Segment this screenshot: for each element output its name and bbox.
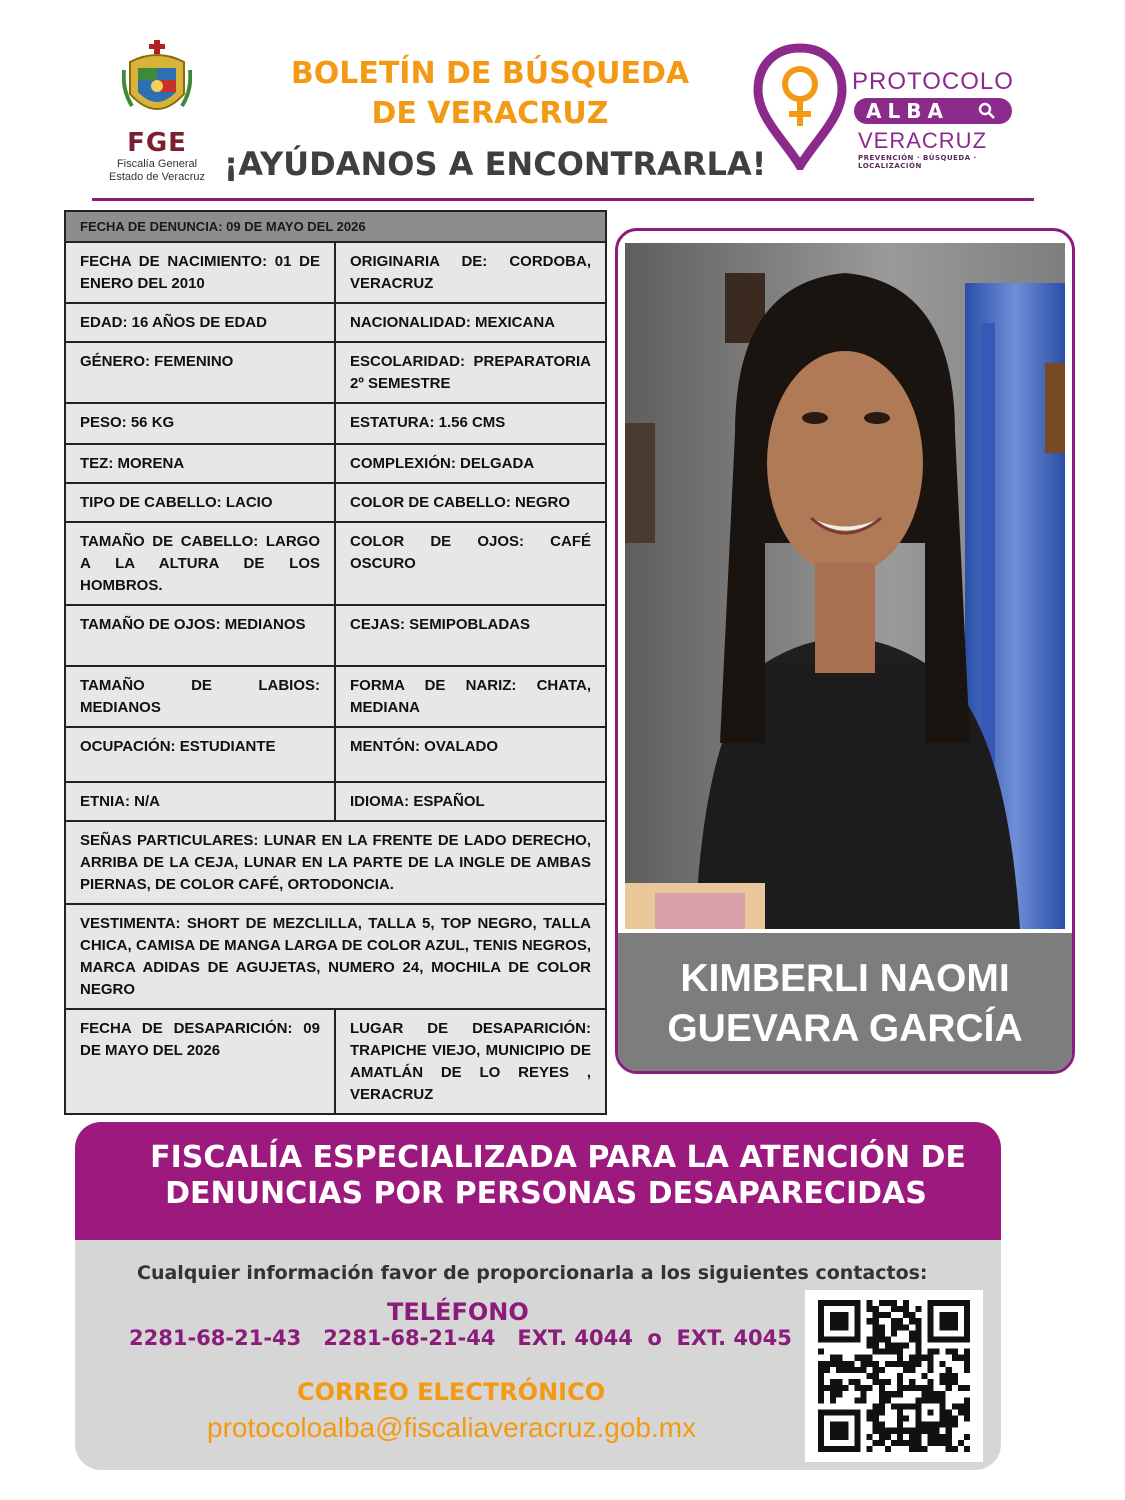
header-divider <box>92 198 1034 201</box>
birth-date-cell: FECHA DE NACIMIENTO: 01 DE ENERO DEL 2010 <box>65 242 335 303</box>
fiscalia-banner <box>75 1122 1001 1240</box>
phone-numbers[interactable]: 2281-68-21-43 2281-68-21-44 EXT. 4044 o EXT. 4045 <box>129 1326 792 1350</box>
fge-logo <box>98 40 216 185</box>
bulletin-title-line2: DE VERACRUZ <box>371 96 609 131</box>
female-symbol-pin-icon <box>752 42 848 170</box>
nose-shape-cell: FORMA DE NARIZ: CHATA, MEDIANA <box>335 666 606 727</box>
table-row <box>65 483 606 522</box>
table-row <box>65 782 606 821</box>
email-address-link[interactable]: protocoloalba@fiscaliaveracruz.gob.mx <box>207 1412 697 1443</box>
alba-veracruz-word: VERACRUZ <box>858 128 988 153</box>
table-row <box>65 727 606 782</box>
qr-code-icon <box>817 1300 971 1452</box>
table-row <box>65 342 606 403</box>
table-row <box>65 605 606 666</box>
phone-label: TELÉFONO <box>387 1298 529 1326</box>
table-row <box>65 242 606 303</box>
bulletin-title-line1: BOLETÍN DE BÚSQUEDA <box>290 56 690 91</box>
age-cell: EDAD: 16 AÑOS DE EDAD <box>65 303 335 342</box>
fge-subtitle-line1: Fiscalía General <box>116 158 198 170</box>
fge-acronym: FGE <box>127 128 187 158</box>
build-cell: COMPLEXIÓN: DELGADA <box>335 444 606 483</box>
eye-size-cell: TAMAÑO DE OJOS: MEDIANOS <box>65 605 335 666</box>
description-table <box>64 210 607 1115</box>
table-row <box>65 303 606 342</box>
person-name-line1: KIMBERLI NAOMI <box>680 957 1010 1000</box>
contact-panel <box>75 1240 1001 1470</box>
fge-subtitle-line2: Estado de Veracruz <box>108 171 205 183</box>
alba-word: ALBA <box>866 99 949 123</box>
contact-intro-text: Cualquier información favor de proporcionarla a los siguientes contactos: <box>137 1262 928 1284</box>
hair-length-cell: TAMAÑO DE CABELLO: LARGO A LA ALTURA DE LOS HOMBROS. <box>65 522 335 605</box>
chin-cell: MENTÓN: OVALADO <box>335 727 606 782</box>
disappearance-date-cell: FECHA DE DESAPARICIÓN: 09 DE MAYO DEL 2026 <box>65 1009 335 1114</box>
table-row <box>65 821 606 904</box>
fiscalia-title-line1: FISCALÍA ESPECIALIZADA PARA LA ATENCIÓN DE <box>150 1140 966 1175</box>
name-panel <box>618 933 1072 1071</box>
language-cell: IDIOMA: ESPAÑOL <box>335 782 606 821</box>
table-row <box>65 211 606 242</box>
report-date-cell: FECHA DE DENUNCIA: 09 DE MAYO DEL 2026 <box>65 211 606 242</box>
height-cell: ESTATURA: 1.56 CMS <box>335 403 606 444</box>
missing-person-photo <box>625 243 1065 929</box>
fge-subtitle <box>98 158 216 184</box>
table-row <box>65 403 606 444</box>
help-headline: ¡AYÚDANOS A ENCONTRARLA! <box>223 145 767 183</box>
table-row <box>65 904 606 1009</box>
disappearance-place-cell: LUGAR DE DESAPARICIÓN: TRAPICHE VIEJO, MUNICIPIO DE AMATLÁN DE LO REYES , VERACRUZ <box>335 1009 606 1114</box>
hair-type-cell: TIPO DE CABELLO: LACIO <box>65 483 335 522</box>
photo-frame <box>615 228 1075 1074</box>
qr-code[interactable] <box>805 1290 983 1462</box>
schooling-cell: ESCOLARIDAD: PREPARATORIA 2º SEMESTRE <box>335 342 606 403</box>
table-row <box>65 666 606 727</box>
clothing-cell: VESTIMENTA: SHORT DE MEZCLILLA, TALLA 5, TOP NEGRO, TALLA CHICA, CAMISA DE MANGA LARGA DE COLOR AZUL, TENIS NEGROS, MARCA ADIDAS DE AGUJETAS, NUMERO 24, MOCHILA DE COLOR NEGRO <box>65 904 606 1009</box>
occupation-cell: OCUPACIÓN: ESTUDIANTE <box>65 727 335 782</box>
nationality-cell: NACIONALIDAD: MEXICANA <box>335 303 606 342</box>
hair-color-cell: COLOR DE CABELLO: NEGRO <box>335 483 606 522</box>
fiscalia-title-line2: DENUNCIAS POR PERSONAS DESAPARECIDAS <box>165 1176 927 1211</box>
weight-cell: PESO: 56 KG <box>65 403 335 444</box>
eyebrows-cell: CEJAS: SEMIPOBLADAS <box>335 605 606 666</box>
table-row <box>65 444 606 483</box>
table-row <box>65 522 606 605</box>
eye-color-cell: COLOR DE OJOS: CAFÉ OSCURO <box>335 522 606 605</box>
person-name-line2: GUEVARA GARCÍA <box>667 1007 1023 1050</box>
origin-cell: ORIGINARIA DE: CORDOBA, VERACRUZ <box>335 242 606 303</box>
email-label: CORREO ELECTRÓNICO <box>297 1378 606 1406</box>
alba-protocolo-word: PROTOCOLO <box>852 68 1014 95</box>
alba-tagline: PREVENCIÓN · BÚSQUEDA · LOCALIZACIÓN <box>858 154 977 170</box>
coat-of-arms-icon <box>122 40 192 124</box>
protocolo-alba-logo <box>752 42 1022 172</box>
ethnicity-cell: ETNIA: N/A <box>65 782 335 821</box>
table-row <box>65 1009 606 1114</box>
gender-cell: GÉNERO: FEMENINO <box>65 342 335 403</box>
skin-tone-cell: TEZ: MORENA <box>65 444 335 483</box>
bulletin-title <box>240 54 740 134</box>
lip-size-cell: TAMAÑO DE LABIOS: MEDIANOS <box>65 666 335 727</box>
search-icon <box>978 102 996 120</box>
distinguishing-marks-cell: SEÑAS PARTICULARES: LUNAR EN LA FRENTE DE LADO DERECHO, ARRIBA DE LA CEJA, LUNAR EN LA PARTE DE LA INGLE DE AMBAS PIERNAS, DE COLOR CAFÉ, ORTODONCIA. <box>65 821 606 904</box>
